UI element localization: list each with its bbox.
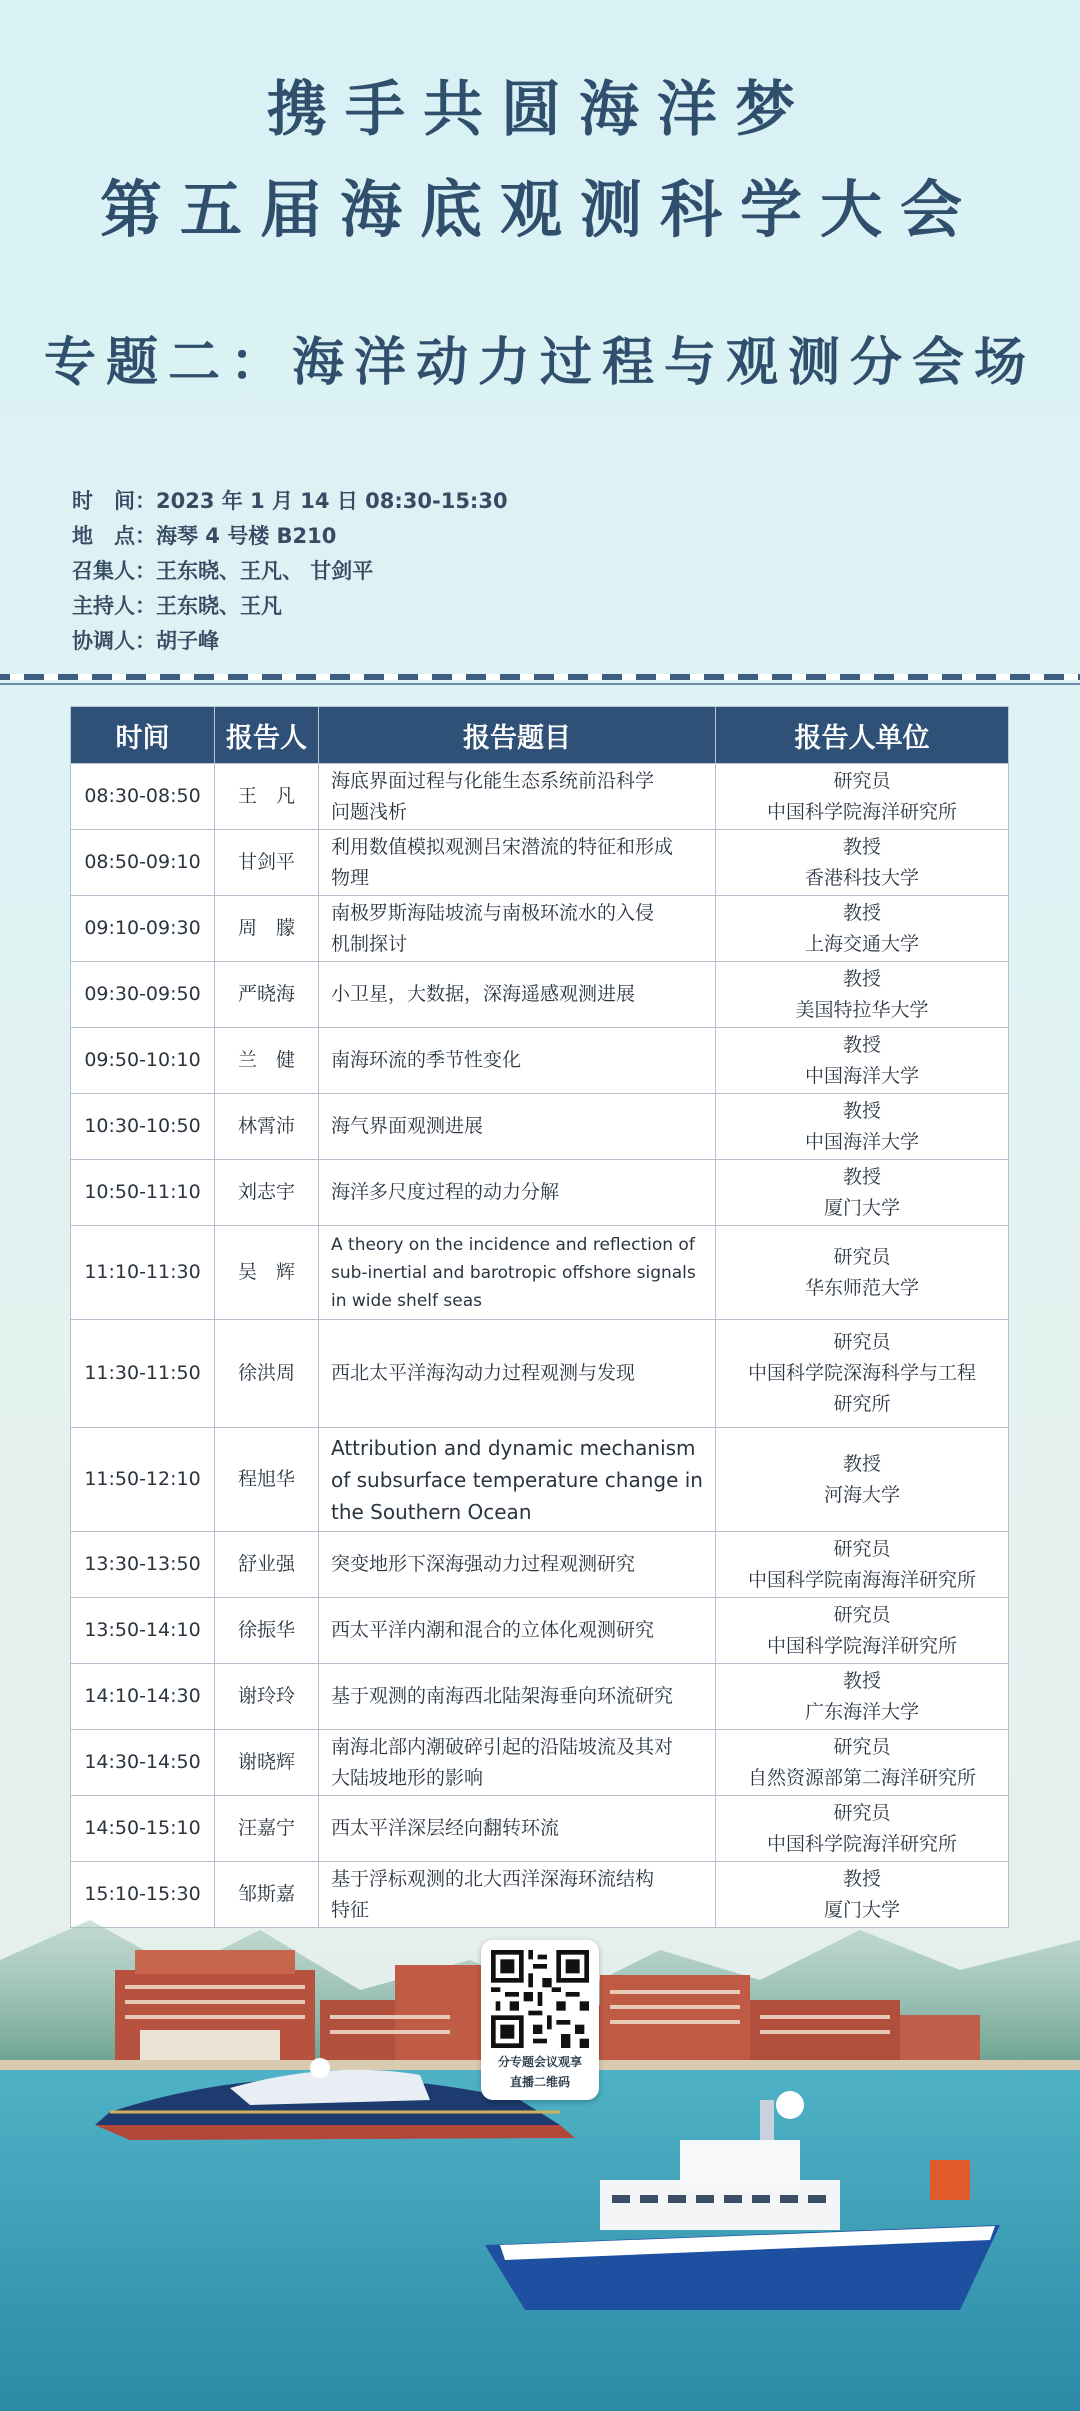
cell-speaker: 刘志宇 — [215, 1160, 319, 1226]
unit-affiliation: 美国特拉华大学 — [795, 998, 929, 1021]
cell-speaker: 邹斯嘉 — [215, 1862, 319, 1928]
cell-speaker: 吴 辉 — [215, 1226, 319, 1320]
unit-title: 教授 — [842, 1452, 881, 1475]
cell-time: 09:10-09:30 — [71, 896, 215, 962]
unit-affiliation: 厦门大学 — [823, 1898, 900, 1921]
unit-affiliation: 中国科学院深海科学与工程 — [747, 1362, 976, 1384]
unit-affiliation: 中国海洋大学 — [804, 1064, 919, 1087]
cell-topic — [319, 1226, 716, 1320]
cell-time: 11:50-12:10 — [71, 1428, 215, 1532]
topic-line: 物理 — [331, 866, 370, 889]
topic-line: 海底界面过程与化能生态系统前沿科学 — [331, 769, 655, 792]
unit-title: 研究员 — [833, 1331, 891, 1353]
cell-unit — [716, 1664, 1009, 1730]
cell-time: 09:30-09:50 — [71, 962, 215, 1028]
cell-speaker: 甘剑平 — [215, 830, 319, 896]
cell-topic — [319, 1094, 716, 1160]
topic-line: 突变地形下深海强动力过程观测研究 — [331, 1553, 636, 1575]
qr-caption-line1: 分专题会议观享 — [497, 2055, 582, 2069]
info-location-label: 地 点： — [72, 524, 156, 548]
cell-time: 10:30-10:50 — [71, 1094, 215, 1160]
table-row — [71, 1226, 1009, 1320]
info-host-label: 主持人： — [72, 594, 156, 618]
topic-line: 海洋多尺度过程的动力分解 — [331, 1181, 560, 1203]
cell-unit — [716, 1796, 1009, 1862]
qr-code-icon — [491, 1950, 589, 2048]
unit-affiliation: 中国科学院南海海洋研究所 — [747, 1568, 976, 1591]
table-row — [71, 1094, 1009, 1160]
cell-unit — [716, 1730, 1009, 1796]
cell-time: 11:30-11:50 — [71, 1320, 215, 1428]
unit-affiliation: 香港科技大学 — [804, 866, 919, 889]
cell-speaker: 徐振华 — [215, 1598, 319, 1664]
topic-line: in wide shelf seas — [331, 1290, 482, 1311]
cell-topic — [319, 764, 716, 830]
cell-topic — [319, 1796, 716, 1862]
header-unit: 报告人单位 — [716, 707, 1009, 764]
cell-topic — [319, 1320, 716, 1428]
cell-topic — [319, 962, 716, 1028]
topic-line: 利用数值模拟观测吕宋潜流的特征和形成 — [331, 835, 674, 858]
cell-topic — [319, 1664, 716, 1730]
cell-unit — [716, 764, 1009, 830]
topic-line: of subsurface temperature change in — [331, 1467, 703, 1492]
topic-line: 西太平洋深层经向翻转环流 — [331, 1817, 560, 1839]
topic-line: 西北太平洋海沟动力过程观测与发现 — [331, 1362, 636, 1384]
cell-unit — [716, 1226, 1009, 1320]
cell-unit — [716, 1320, 1009, 1428]
topic-line: 特征 — [331, 1898, 370, 1921]
unit-title: 研究员 — [833, 769, 891, 792]
table-header-row — [71, 707, 1009, 764]
cell-time: 11:10-11:30 — [71, 1226, 215, 1320]
table-row — [71, 1730, 1009, 1796]
cell-unit — [716, 1094, 1009, 1160]
unit-affiliation: 广东海洋大学 — [804, 1700, 919, 1723]
info-time-value: 2023 年 1 月 14 日 08:30-15:30 — [156, 489, 508, 513]
unit-title: 教授 — [842, 835, 881, 858]
session-title: 专题二：海洋动力过程与观测分会场 — [43, 332, 1036, 393]
cell-topic — [319, 896, 716, 962]
info-host-value: 王东晓、王凡 — [156, 594, 282, 618]
unit-title: 研究员 — [833, 1537, 891, 1560]
topic-line: 基于浮标观测的北大西洋深海环流结构 — [331, 1867, 655, 1890]
unit-title: 教授 — [842, 967, 881, 990]
table-row — [71, 962, 1009, 1028]
topic-line: 海气界面观测进展 — [331, 1115, 484, 1137]
cell-time: 08:50-09:10 — [71, 830, 215, 896]
unit-title: 教授 — [842, 1165, 881, 1188]
cell-time: 08:30-08:50 — [71, 764, 215, 830]
cell-speaker: 兰 健 — [215, 1028, 319, 1094]
topic-line: 南极罗斯海陆坡流与南极环流水的入侵 — [331, 901, 655, 924]
wave-divider — [0, 672, 1080, 688]
cell-speaker: 程旭华 — [215, 1428, 319, 1532]
unit-title: 研究员 — [833, 1245, 891, 1268]
info-convener-value: 王东晓、王凡、 甘剑平 — [156, 559, 374, 583]
qr-caption-line2: 直播二维码 — [509, 2075, 570, 2089]
cell-time: 14:10-14:30 — [71, 1664, 215, 1730]
unit-affiliation: 中国科学院海洋研究所 — [766, 1832, 957, 1855]
cell-topic — [319, 1160, 716, 1226]
topic-line: 南海环流的季节性变化 — [331, 1049, 522, 1071]
info-time-label: 时 间： — [72, 489, 156, 513]
unit-affiliation: 中国科学院海洋研究所 — [766, 1634, 957, 1657]
unit-affiliation: 自然资源部第二海洋研究所 — [747, 1766, 976, 1789]
cell-unit — [716, 1532, 1009, 1598]
cell-unit — [716, 830, 1009, 896]
cell-topic — [319, 1730, 716, 1796]
cell-time: 14:30-14:50 — [71, 1730, 215, 1796]
info-location — [72, 519, 508, 554]
table-row — [71, 764, 1009, 830]
info-coordinator — [72, 624, 508, 659]
table-row — [71, 830, 1009, 896]
cell-time: 09:50-10:10 — [71, 1028, 215, 1094]
info-coordinator-label: 协调人： — [72, 629, 156, 653]
topic-line: Attribution and dynamic mechanism — [331, 1435, 696, 1460]
cell-time: 15:10-15:30 — [71, 1862, 215, 1928]
conference-title: 第五届海底观测科学大会 — [99, 173, 980, 246]
unit-title: 教授 — [842, 1033, 881, 1056]
qr-code-card[interactable] — [481, 1940, 599, 2100]
session-info — [72, 484, 508, 659]
unit-affiliation: 厦门大学 — [823, 1196, 900, 1219]
info-location-value: 海琴 4 号楼 B210 — [156, 524, 337, 548]
cell-unit — [716, 1160, 1009, 1226]
table-row — [71, 1028, 1009, 1094]
unit-affiliation: 中国科学院海洋研究所 — [766, 800, 957, 823]
topic-line: the Southern Ocean — [331, 1499, 532, 1524]
table-row — [71, 1664, 1009, 1730]
unit-title: 教授 — [842, 901, 881, 924]
cell-speaker: 谢玲玲 — [215, 1664, 319, 1730]
cell-topic — [319, 1428, 716, 1532]
unit-title: 教授 — [842, 1099, 881, 1122]
unit-affiliation: 中国海洋大学 — [804, 1130, 919, 1153]
header-speaker: 报告人 — [215, 707, 319, 764]
slogan-title: 携手共圆海洋梦 — [267, 75, 813, 145]
cell-speaker: 汪嘉宁 — [215, 1796, 319, 1862]
table-row — [71, 896, 1009, 962]
table-row — [71, 1320, 1009, 1428]
header-time: 时间 — [71, 707, 215, 764]
cell-time: 13:30-13:50 — [71, 1532, 215, 1598]
cell-time: 13:50-14:10 — [71, 1598, 215, 1664]
topic-line: 西太平洋内潮和混合的立体化观测研究 — [331, 1619, 655, 1641]
qr-caption — [481, 2052, 599, 2092]
unit-affiliation: 河海大学 — [823, 1483, 900, 1506]
cell-topic — [319, 1532, 716, 1598]
info-convener — [72, 554, 508, 589]
unit-title: 研究员 — [833, 1735, 891, 1758]
topic-line: 基于观测的南海西北陆架海垂向环流研究 — [331, 1685, 674, 1707]
cell-speaker: 徐洪周 — [215, 1320, 319, 1428]
cell-speaker: 谢晓辉 — [215, 1730, 319, 1796]
topic-line: 问题浅析 — [331, 800, 408, 823]
topic-line: sub-inertial and barotropic offshore signals — [331, 1262, 696, 1283]
topic-line: 机制探讨 — [331, 932, 408, 955]
topic-line: 小卫星，大数据，深海遥感观测进展 — [331, 983, 636, 1005]
info-time — [72, 484, 508, 519]
cell-unit — [716, 962, 1009, 1028]
table-row — [71, 1160, 1009, 1226]
title-block — [0, 60, 1080, 260]
unit-title: 教授 — [842, 1669, 881, 1692]
cell-speaker: 周 朦 — [215, 896, 319, 962]
table-row — [71, 1428, 1009, 1532]
topic-line: 南海北部内潮破碎引起的沿陆坡流及其对 — [331, 1735, 674, 1758]
cell-speaker: 舒业强 — [215, 1532, 319, 1598]
header-topic: 报告题目 — [319, 707, 716, 764]
cell-time: 10:50-11:10 — [71, 1160, 215, 1226]
cell-speaker: 林霄沛 — [215, 1094, 319, 1160]
cell-topic — [319, 1028, 716, 1094]
cell-time: 14:50-15:10 — [71, 1796, 215, 1862]
cell-unit — [716, 1028, 1009, 1094]
cell-unit — [716, 896, 1009, 962]
cell-speaker: 严晓海 — [215, 962, 319, 1028]
cell-speaker: 王 凡 — [215, 764, 319, 830]
cell-unit — [716, 1428, 1009, 1532]
unit-affiliation: 华东师范大学 — [804, 1276, 919, 1299]
table-row — [71, 1598, 1009, 1664]
unit-affiliation: 上海交通大学 — [804, 932, 919, 955]
cell-topic — [319, 1598, 716, 1664]
info-host — [72, 589, 508, 624]
info-convener-label: 召集人： — [72, 559, 156, 583]
schedule-table — [70, 706, 1009, 1928]
cell-topic — [319, 830, 716, 896]
table-row — [71, 1796, 1009, 1862]
unit-affiliation: 研究所 — [833, 1393, 891, 1415]
table-row — [71, 1532, 1009, 1598]
unit-title: 研究员 — [833, 1603, 891, 1626]
info-coordinator-value: 胡子峰 — [156, 629, 219, 653]
topic-line: 大陆坡地形的影响 — [331, 1766, 484, 1789]
unit-title: 研究员 — [833, 1801, 891, 1824]
topic-line: A theory on the incidence and reflection of — [331, 1234, 695, 1255]
unit-title: 教授 — [842, 1867, 881, 1890]
cell-unit — [716, 1598, 1009, 1664]
